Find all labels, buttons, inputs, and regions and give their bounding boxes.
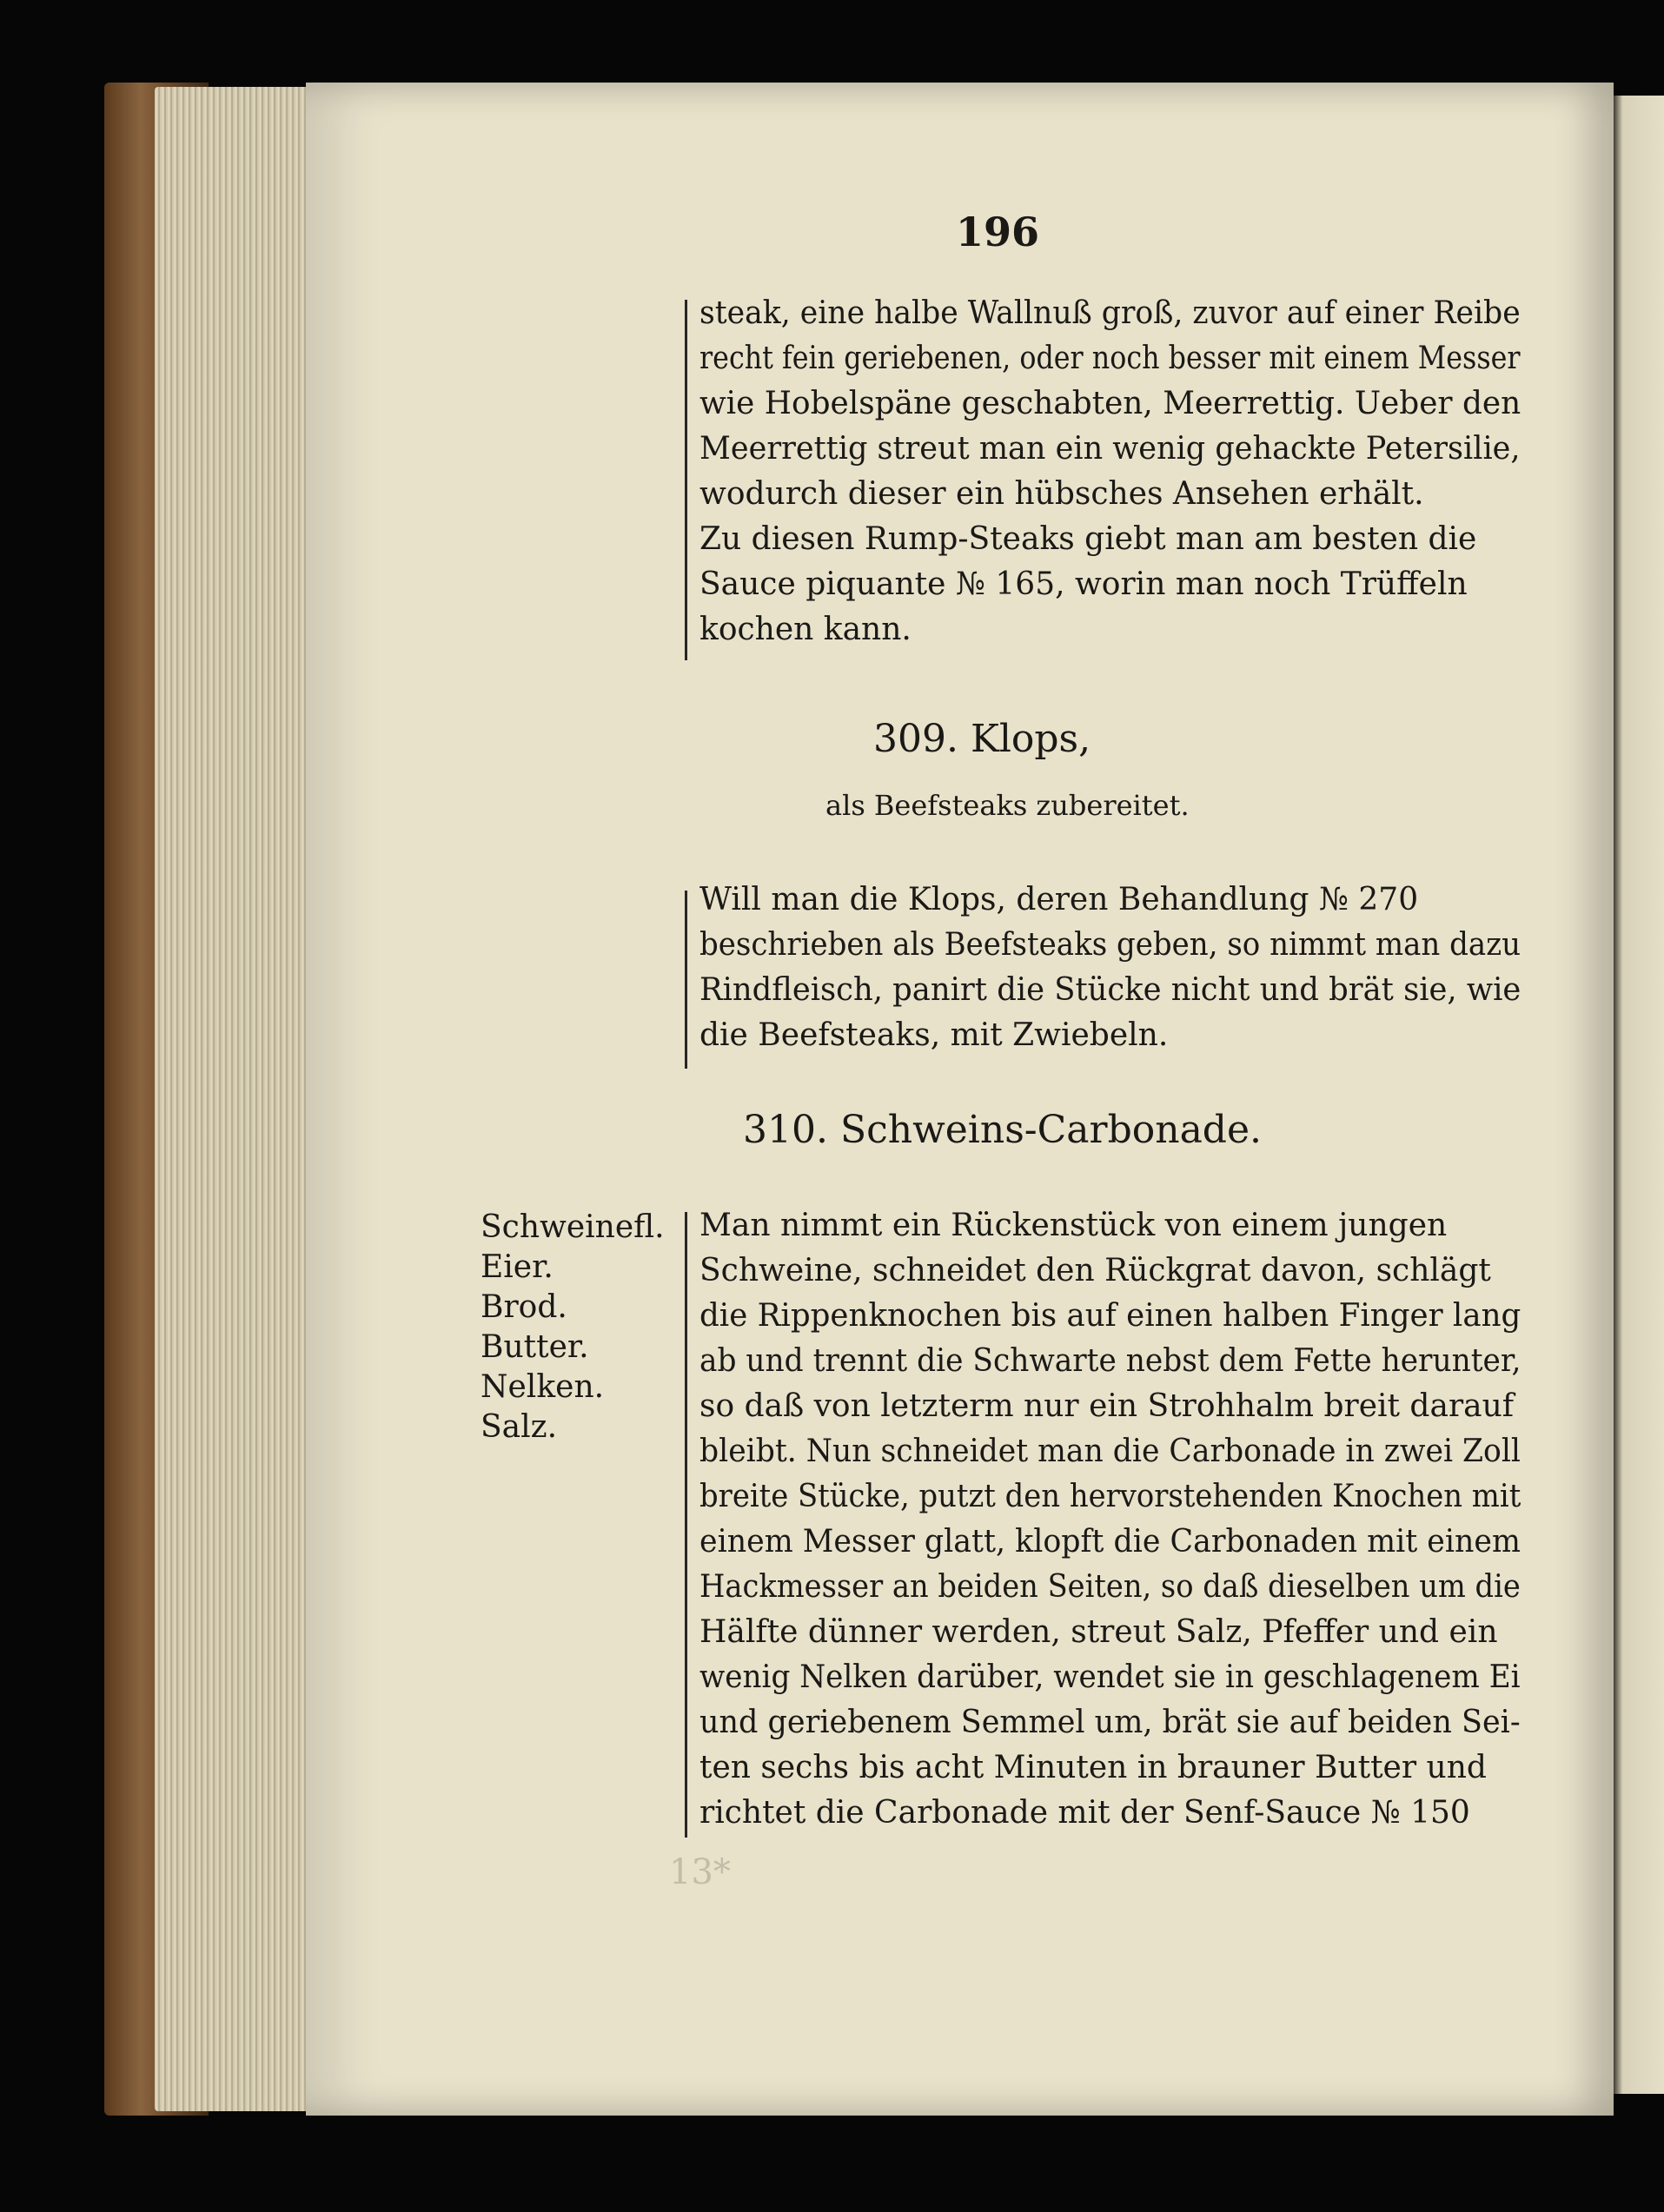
text-line: recht fein geriebenen, oder noch besser mit einem Messer: [699, 341, 1521, 376]
text-line: so daß von letzterm nur ein Strohhalm breit darauf: [699, 1388, 1515, 1424]
text-line: ten sechs bis acht Minuten in brauner Butter und: [699, 1750, 1487, 1785]
text-line: Hackmesser an beiden Seiten, so daß dieselben um die: [699, 1569, 1521, 1605]
text-line: die Beefsteaks, mit Zwiebeln.: [699, 1017, 1169, 1053]
recipe-309-text: [699, 878, 1521, 1058]
text-line: einem Messer glatt, klopft die Carbonaden mit einem: [699, 1524, 1521, 1560]
ingredient-item: Eier.: [481, 1249, 554, 1285]
recipe-heading-310: 310. Schweins-Carbonade.: [743, 1108, 1262, 1152]
recipe-310-text: [699, 1203, 1521, 1836]
page-number: 196: [956, 209, 1040, 255]
recipe-heading-309: 309. Klops,: [873, 717, 1091, 761]
facing-page-strip: [1614, 96, 1664, 2094]
text-line: Hälfte dünner werden, streut Salz, Pfeffer und ein: [699, 1614, 1498, 1650]
page-stack-edge: [155, 87, 328, 2111]
ingredient-item: Schweinefl.: [481, 1209, 665, 1245]
text-line: richtet die Carbonade mit der Senf-Sauce № 150: [699, 1795, 1470, 1831]
ingredient-list: [481, 1208, 665, 1447]
ingredient-item: Salz.: [481, 1409, 558, 1445]
text-line: Will man die Klops, deren Behandlung № 270: [699, 882, 1419, 917]
margin-rule: [685, 300, 687, 660]
text-line: Schweine, schneidet den Rückgrat davon, schlägt: [699, 1253, 1491, 1288]
bleed-through-signature: 13*: [669, 1852, 731, 1892]
text-line: die Rippenknochen bis auf einen halben Finger lang: [699, 1298, 1521, 1334]
text-line: steak, eine halbe Wallnuß groß, zuvor auf einer Reibe: [699, 295, 1521, 331]
text-line: beschrieben als Beefsteaks geben, so nimmt man dazu: [699, 927, 1521, 963]
margin-rule: [685, 1212, 687, 1838]
margin-rule: [685, 891, 687, 1069]
ingredient-item: Brod.: [481, 1289, 567, 1325]
ingredient-item: Nelken.: [481, 1369, 605, 1405]
ingredient-item: Butter.: [481, 1329, 589, 1365]
recipe-subheading-309: als Beefsteaks zubereitet.: [825, 789, 1190, 822]
text-line: wodurch dieser ein hübsches Ansehen erhält.: [699, 476, 1424, 512]
text-line: ab und trennt die Schwarte nebst dem Fette herunter,: [699, 1343, 1521, 1379]
text-line: bleibt. Nun schneidet man die Carbonade in zwei Zoll: [699, 1434, 1521, 1469]
text-line: Rindfleisch, panirt die Stücke nicht und brät sie, wie: [699, 972, 1521, 1008]
text-line: und geriebenem Semmel um, brät sie auf beiden Sei-: [699, 1705, 1521, 1740]
text-line: Man nimmt ein Rückenstück von einem jungen: [699, 1208, 1448, 1243]
text-line: Meerrettig streut man ein wenig gehackte Petersilie,: [699, 431, 1521, 467]
text-line: Zu diesen Rump-Steaks giebt man am besten die: [699, 521, 1477, 557]
text-line: wenig Nelken darüber, wendet sie in geschlagenem Ei: [699, 1659, 1521, 1695]
text-line: wie Hobelspäne geschabten, Meerrettig. Ueber den: [699, 386, 1521, 421]
text-line: breite Stücke, putzt den hervorstehenden Knochen mit: [699, 1479, 1521, 1514]
paragraph-continuation: [699, 291, 1521, 652]
text-line: kochen kann.: [699, 612, 912, 647]
text-line: Sauce piquante № 165, worin man noch Trüffeln: [699, 566, 1468, 602]
